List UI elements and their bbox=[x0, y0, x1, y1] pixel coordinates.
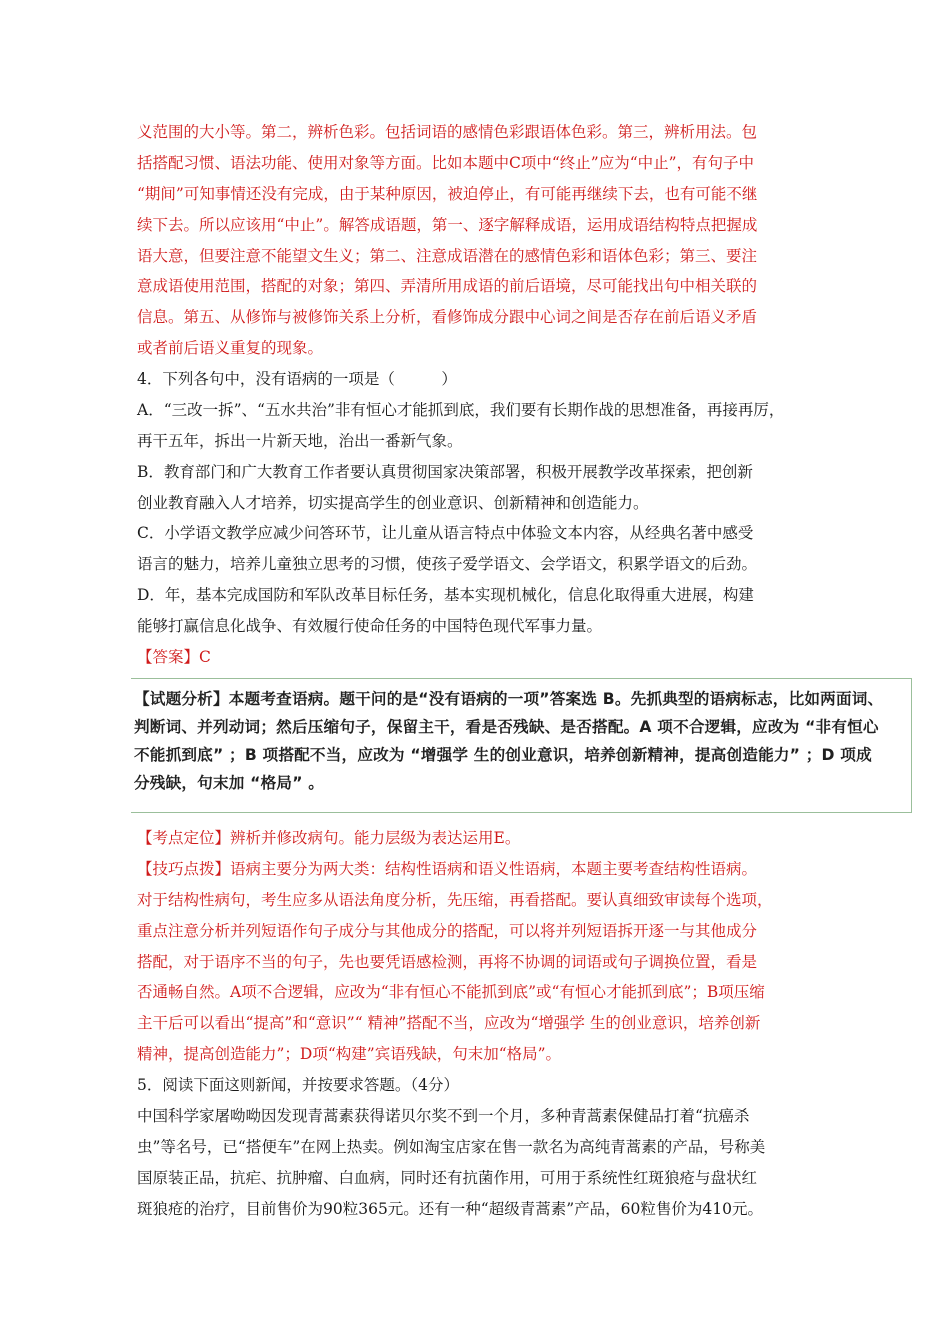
answer-line bbox=[137, 642, 817, 673]
intro-line: 意成语使用范围，搭配的对象；第四、弄清所用成语的前后语境，尽可能找出句中相关联的 bbox=[137, 277, 758, 296]
question-5 bbox=[137, 1070, 817, 1224]
section-text: 辨析并修改病句。能力层级为表达运用E。 bbox=[230, 829, 521, 847]
passage-line: 国原装正品，抗疟、抗肿瘤、白血病，同时还有抗菌作用，可用于系统性红斑狼疮与盘状红 bbox=[137, 1168, 758, 1187]
option-line: A．“三改一拆”、“五水共治”非有恒心才能抓到底，我们要有长期作战的思想准备，再接再厉， bbox=[137, 400, 785, 419]
intro-explanation bbox=[137, 117, 817, 364]
option-line: B．教育部门和广大教育工作者要认真贯彻国家决策部署，积极开展教学改革探索，把创新 bbox=[137, 462, 753, 481]
jiqiao-line: 精神，提高创造能力”；D项“构建”宾语残缺，句末加“格局”。 bbox=[137, 1045, 562, 1064]
analysis-line: 判断词、并列动词；然后压缩句子，保留主干，看是否残缺、是否搭配。A 项不合逻辑，应改为 “非有恒心 bbox=[134, 718, 879, 736]
jiqiao-line: 重点注意分析并列短语作句子成分与其他成分的搭配，可以将并列短语拆开逐一与其他成分 bbox=[137, 921, 758, 940]
section-text: 语病主要分为两大类：结构性语病和语义性语病，本题主要考查结构性语病。 bbox=[230, 859, 758, 878]
analysis-line: 【试题分析】本题考查语病。题干问的是“没有语病的一项”答案选 B。先抓典型的语病标志，比如两面词、 bbox=[134, 690, 884, 708]
question-stem: 5．阅读下面这则新闻，并按要求答题。（4分） bbox=[137, 1076, 459, 1094]
answer-value: C bbox=[199, 648, 211, 667]
kaodian-line bbox=[137, 823, 817, 854]
option-line: D．年，基本完成国防和军队改革目标任务，基本实现机械化，信息化取得重大进展，构建 bbox=[137, 586, 754, 605]
jiqiao-line: 否通畅自然。A项不合逻辑，应改为“非有恒心不能抓到底”或“有恒心才能抓到底”；B项压缩 bbox=[137, 983, 765, 1002]
intro-line: 括搭配习惯、语法功能、使用对象等方面。比如本题中C项中“终止”应为“中止”，有句子中 bbox=[137, 153, 755, 172]
analysis-box bbox=[131, 678, 912, 813]
jiqiao-line: 对于结构性病句，考生应多从语法角度分析，先压缩，再看搭配。要认真细致审读每个选项， bbox=[137, 890, 773, 909]
section-tag: 【考点定位】 bbox=[137, 829, 231, 847]
passage-line: 虫”等名号，已“搭便车”在网上热卖。例如淘宝店家在售一款名为高纯青蒿素的产品，号称美 bbox=[137, 1137, 766, 1156]
question-4 bbox=[137, 364, 817, 673]
option-line: 再干五年，拆出一片新天地，治出一番新气象。 bbox=[137, 431, 463, 450]
jiqiao-line: 主干后可以看出“提高”和“意识”“ 精神”搭配不当，应改为“增强学 生的创业意识，培养创新 bbox=[137, 1014, 761, 1033]
jiqiao-line bbox=[137, 854, 817, 885]
option-line: 语言的魅力，培养儿童独立思考的习惯，使孩子爱学语文、会学语文，积累学语文的后劲。 bbox=[137, 555, 758, 574]
option-line: 能够打赢信息化战争、有效履行使命任务的中国特色现代军事力量。 bbox=[137, 617, 603, 636]
analysis-line: 分残缺，句末加 “格局” 。 bbox=[134, 774, 325, 792]
answer-label: 【答案】 bbox=[137, 648, 200, 667]
analysis-line: 不能抓到底” ；B 项搭配不当，应改为 “增强学 生的创业意识，培养创新精神，提高创造能力” ；D 项成 bbox=[134, 746, 872, 764]
option-line: C．小学语文教学应减少问答环节，让儿童从语言特点中体验文本内容，从经典名著中感受 bbox=[137, 524, 754, 543]
explanation-section bbox=[137, 823, 817, 1070]
intro-line: 义范围的大小等。第二，辨析色彩。包括词语的感情色彩跟语体色彩。第三，辨析用法。包 bbox=[137, 123, 758, 141]
section-tag: 【技巧点拨】 bbox=[137, 859, 231, 878]
passage-line: 中国科学家屠呦呦因发现青蒿素获得诺贝尔奖不到一个月，多种青蒿素保健品打着“抗癌杀 bbox=[137, 1106, 750, 1125]
passage-line: 斑狼疮的治疗，目前售价为90粒365元。还有一种“超级青蒿素”产品，60粒售价为410元。 bbox=[137, 1199, 763, 1218]
intro-line: 或者前后语义重复的现象。 bbox=[137, 339, 324, 358]
question-stem: 4．下列各句中，没有语病的一项是（ ） bbox=[137, 370, 457, 388]
intro-line: 信息。第五、从修饰与被修饰关系上分析，看修饰成分跟中心词之间是否存在前后语义矛盾 bbox=[137, 308, 758, 327]
intro-line: 语大意，但要注意不能望文生义；第二、注意成语潜在的感情色彩和语体色彩；第三、要注 bbox=[137, 246, 758, 265]
intro-line: “期间”可知事情还没有完成，由于某种原因，被迫停止，有可能再继续下去，也有可能不继 bbox=[137, 184, 758, 203]
option-line: 创业教育融入人才培养，切实提高学生的创业意识、创新精神和创造能力。 bbox=[137, 493, 649, 512]
jiqiao-line: 搭配，对于语序不当的句子，先也要凭语感检测，再将不协调的词语或句子调换位置，看是 bbox=[137, 952, 758, 971]
intro-line: 续下去。所以应该用“中止”。解答成语题，第一、逐字解释成语，运用成语结构特点把握成 bbox=[137, 215, 758, 234]
